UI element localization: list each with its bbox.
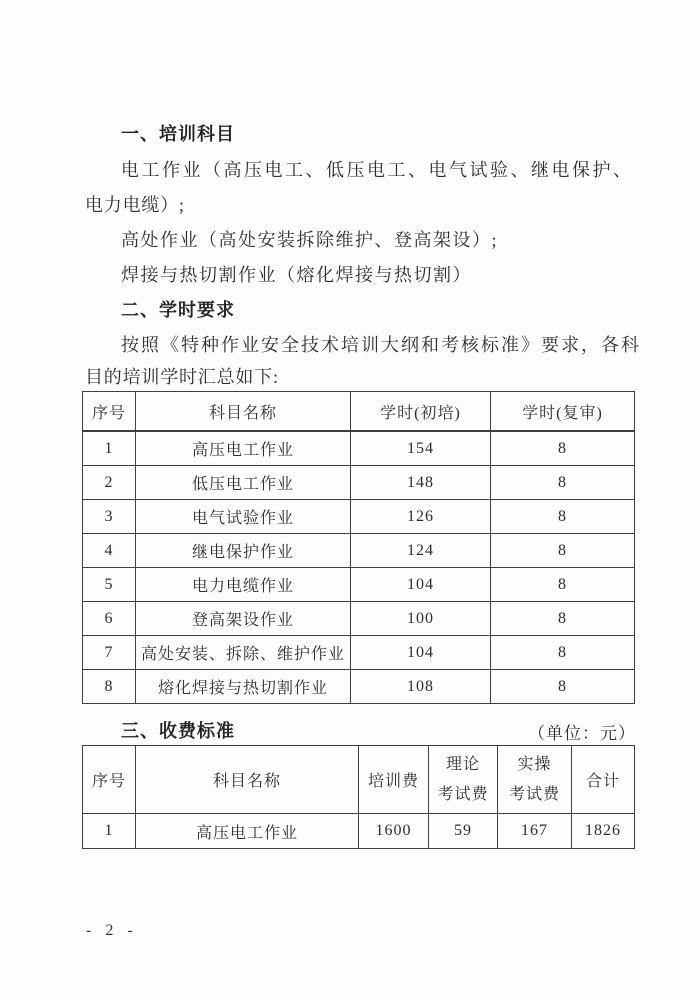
section1-paragraph2: 高处作业（高处安装拆除维护、登高架设）; [121,230,498,250]
table-cell: 59 [429,814,498,849]
table-cell: 高处安装、拆除、维护作业 [136,636,351,670]
table-cell: 电气试验作业 [136,500,351,534]
table-cell: 7 [83,636,136,670]
section2-paragraph1-line2: 目的培训学时汇总如下: [85,367,279,387]
fee-header-training-fee: 培训费 [359,746,429,814]
table-cell: 高压电工作业 [136,431,351,466]
table-cell: 8 [491,568,635,602]
fee-header-theory-line1: 理论 [445,755,480,773]
fee-header-theory-exam-fee [429,746,498,814]
table-cell: 3 [83,500,136,534]
table-row [83,568,635,602]
table-row [83,814,635,849]
table-cell: 104 [351,568,491,602]
table-cell: 1 [83,814,136,849]
table-cell: 登高架设作业 [136,602,351,636]
table-cell: 8 [491,602,635,636]
page-number: - 2 - [86,922,138,939]
table-cell: 1 [83,431,136,466]
table-cell: 6 [83,602,136,636]
table-cell: 100 [351,602,491,636]
table-row [83,670,635,704]
fee-header-practical-line2: 考试费 [508,785,560,803]
section2-heading: 二、学时要求 [121,300,235,320]
table-cell: 熔化焊接与热切割作业 [136,670,351,704]
fee-header-subject: 科目名称 [136,746,359,814]
table-row [83,431,635,466]
section1-paragraph1-line1: 电工作业（高压电工、低压电工、电气试验、继电保护、 [121,160,634,180]
fee-header-practical-line1: 实操 [517,755,552,773]
hours-header-index: 序号 [83,392,136,432]
section3-heading: 三、收费标准 [121,721,235,741]
table-cell: 继电保护作业 [136,534,351,568]
table-cell: 167 [498,814,572,849]
table-cell: 8 [491,500,635,534]
section1-heading: 一、培训科目 [121,124,235,144]
table-cell: 148 [351,466,491,500]
section1-paragraph3: 焊接与热切割作业（熔化焊接与热切割） [121,265,472,285]
table-cell: 8 [491,636,635,670]
table-cell: 电力电缆作业 [136,568,351,602]
fee-table-header-row [83,746,635,814]
table-cell: 8 [491,670,635,704]
table-cell: 1826 [572,814,635,849]
fee-table [82,745,635,849]
hours-header-subject: 科目名称 [136,392,351,432]
table-cell: 154 [351,431,491,466]
table-cell: 126 [351,500,491,534]
fee-header-total: 合计 [572,746,635,814]
table-cell: 低压电工作业 [136,466,351,500]
unit-note: （单位：元） [528,724,636,743]
fee-header-practical-exam-fee [498,746,572,814]
fee-header-index: 序号 [83,746,136,814]
table-cell: 8 [83,670,136,704]
table-row [83,602,635,636]
table-cell: 8 [491,431,635,466]
table-row [83,500,635,534]
table-cell: 108 [351,670,491,704]
table-cell: 104 [351,636,491,670]
table-cell: 2 [83,466,136,500]
hours-header-initial: 学时(初培) [351,392,491,432]
table-row [83,534,635,568]
table-cell: 8 [491,466,635,500]
table-cell: 4 [83,534,136,568]
table-row [83,636,635,670]
section2-paragraph1-line1: 按照《特种作业安全技术培训大纲和考核标准》要求，各科 [121,335,641,355]
hours-table [82,391,635,704]
table-cell: 8 [491,534,635,568]
hours-header-review: 学时(复审) [491,392,635,432]
section1-paragraph1-line2: 电力电缆）; [85,195,185,215]
fee-header-theory-line2: 考试费 [437,785,489,803]
hours-table-header-row [83,392,635,432]
table-cell: 1600 [359,814,429,849]
table-cell: 5 [83,568,136,602]
table-row [83,466,635,500]
table-cell: 高压电工作业 [136,814,359,849]
table-cell: 124 [351,534,491,568]
